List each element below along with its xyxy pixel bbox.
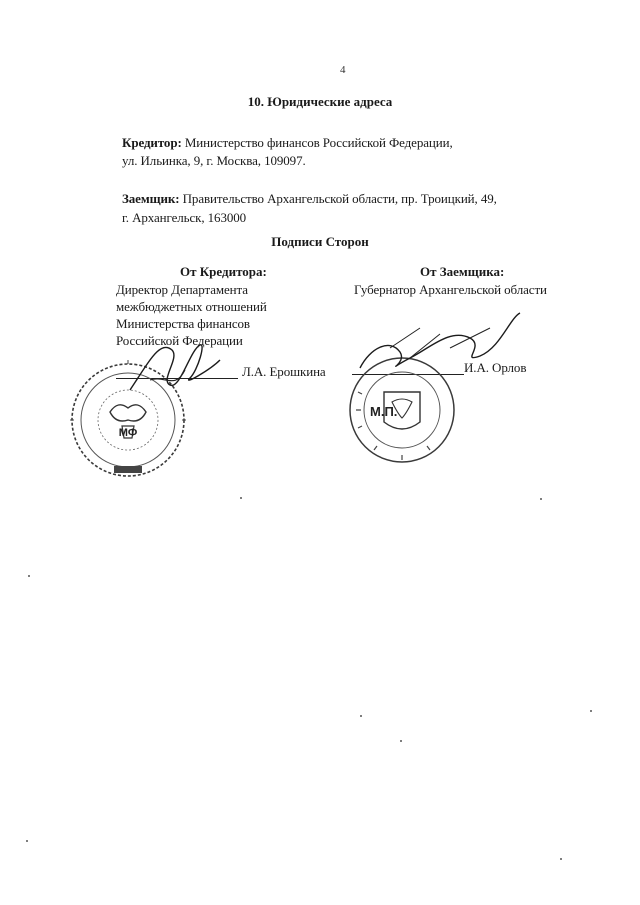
page-number: 4 (340, 64, 346, 76)
scan-speck (540, 498, 542, 500)
scan-speck (360, 715, 362, 717)
creditor-position-line: межбюджетных отношений (116, 299, 267, 314)
signatures-title: Подписи Сторон (271, 234, 369, 249)
creditor-signature (120, 330, 230, 410)
creditor-signer-name: Л.А. Ерошкина (242, 364, 326, 379)
borrower-address-line2: г. Архангельск, 163000 (122, 210, 247, 225)
from-creditor-heading: От Кредитора: (180, 264, 267, 279)
scan-speck (590, 710, 592, 712)
creditor-address-line2: ул. Ильинка, 9, г. Москва, 109097. (122, 153, 306, 168)
borrower-mp-mark: М.П. (370, 404, 398, 419)
creditor-label: Кредитор: (122, 135, 182, 150)
creditor-seal-center-text: МФ (118, 427, 138, 439)
borrower-signature (350, 308, 530, 388)
creditor-address-line1 (122, 135, 453, 151)
scan-speck (26, 840, 28, 842)
scan-speck (240, 497, 242, 499)
scan-speck (560, 858, 562, 860)
creditor-position-line: Директор Департамента (116, 282, 248, 297)
from-borrower-heading: От Заемщика: (420, 264, 505, 279)
scan-speck (28, 575, 30, 577)
section-title: 10. Юридические адреса (247, 94, 393, 109)
creditor-position-line: Российской Федерации (116, 333, 243, 348)
scan-speck (400, 740, 402, 742)
creditor-position-line: Министерства финансов (116, 316, 250, 331)
creditor-name: Министерство финансов Российской Федерации, (181, 135, 453, 150)
borrower-address-line1 (122, 191, 497, 207)
borrower-position-line: Губернатор Архангельской области (354, 282, 547, 297)
borrower-signer-name: И.А. Орлов (464, 360, 527, 375)
borrower-name: Правительство Архангельской области, пр. Троицкий, 49, (179, 191, 497, 206)
borrower-label: Заемщик: (122, 191, 180, 206)
